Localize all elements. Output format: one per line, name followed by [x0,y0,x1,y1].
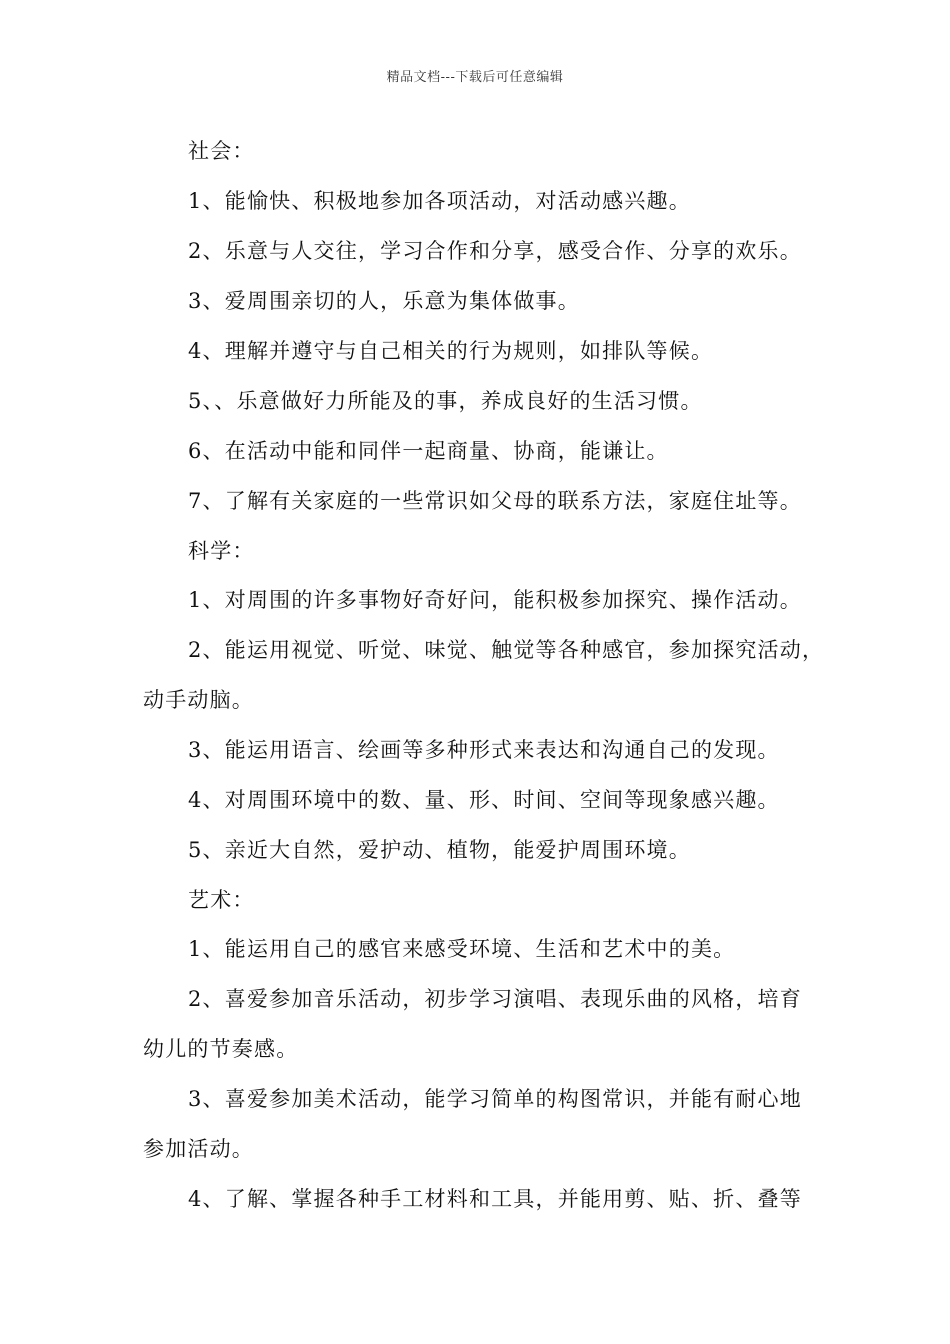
paragraph-line: 2、喜爱参加音乐活动，初步学习演唱、表现乐曲的风格，培育 [188,987,802,1011]
paragraph-line: 4、理解并遵守与自己相关的行为规则，如排队等候。 [188,339,714,363]
paragraph-line-continued: 动手动脑。 [143,688,254,712]
paragraph-line: 4、对周围环境中的数、量、形、时间、空间等现象感兴趣。 [188,788,780,812]
paragraph-line-continued: 幼儿的节奏感。 [143,1037,299,1061]
paragraph-line: 5、、乐意做好力所能及的事，养成良好的生活习惯。 [188,389,703,413]
paragraph-line: 6、在活动中能和同伴一起商量、协商，能谦让。 [188,439,669,463]
paragraph-line: 3、能运用语言、绘画等多种形式来表达和沟通自己的发现。 [188,738,780,762]
page-header: 精品文档---下载后可任意编辑 [386,70,564,85]
paragraph-line: 7、了解有关家庭的一些常识如父母的联系方法，家庭住址等。 [188,489,802,513]
paragraph-line: 4、了解、掌握各种手工材料和工具，并能用剪、贴、折、叠等 [188,1187,802,1211]
paragraph-line: 3、喜爱参加美术活动，能学习简单的构图常识，并能有耐心地 [188,1087,802,1111]
paragraph-line-continued: 参加活动。 [143,1137,254,1161]
paragraph-line: 2、能运用视觉、听觉、味觉、触觉等各种感官，参加探究活动， [188,638,825,662]
paragraph-line: 2、乐意与人交往，学习合作和分享，感受合作、分享的欢乐。 [188,239,802,263]
paragraph-line: 1、能愉快、积极地参加各项活动，对活动感兴趣。 [188,189,691,213]
paragraph-line: 1、对周围的许多事物好奇好问，能积极参加探究、操作活动。 [188,588,802,612]
section-heading-social: 社会： [188,139,255,163]
paragraph-line: 5、亲近大自然，爱护动、植物，能爱护周围环境。 [188,838,691,862]
section-heading-science: 科学： [188,539,255,563]
paragraph-line: 3、爱周围亲切的人，乐意为集体做事。 [188,289,580,313]
paragraph-line: 1、能运用自己的感官来感受环境、生活和艺术中的美。 [188,937,736,961]
section-heading-art: 艺术： [188,888,255,912]
